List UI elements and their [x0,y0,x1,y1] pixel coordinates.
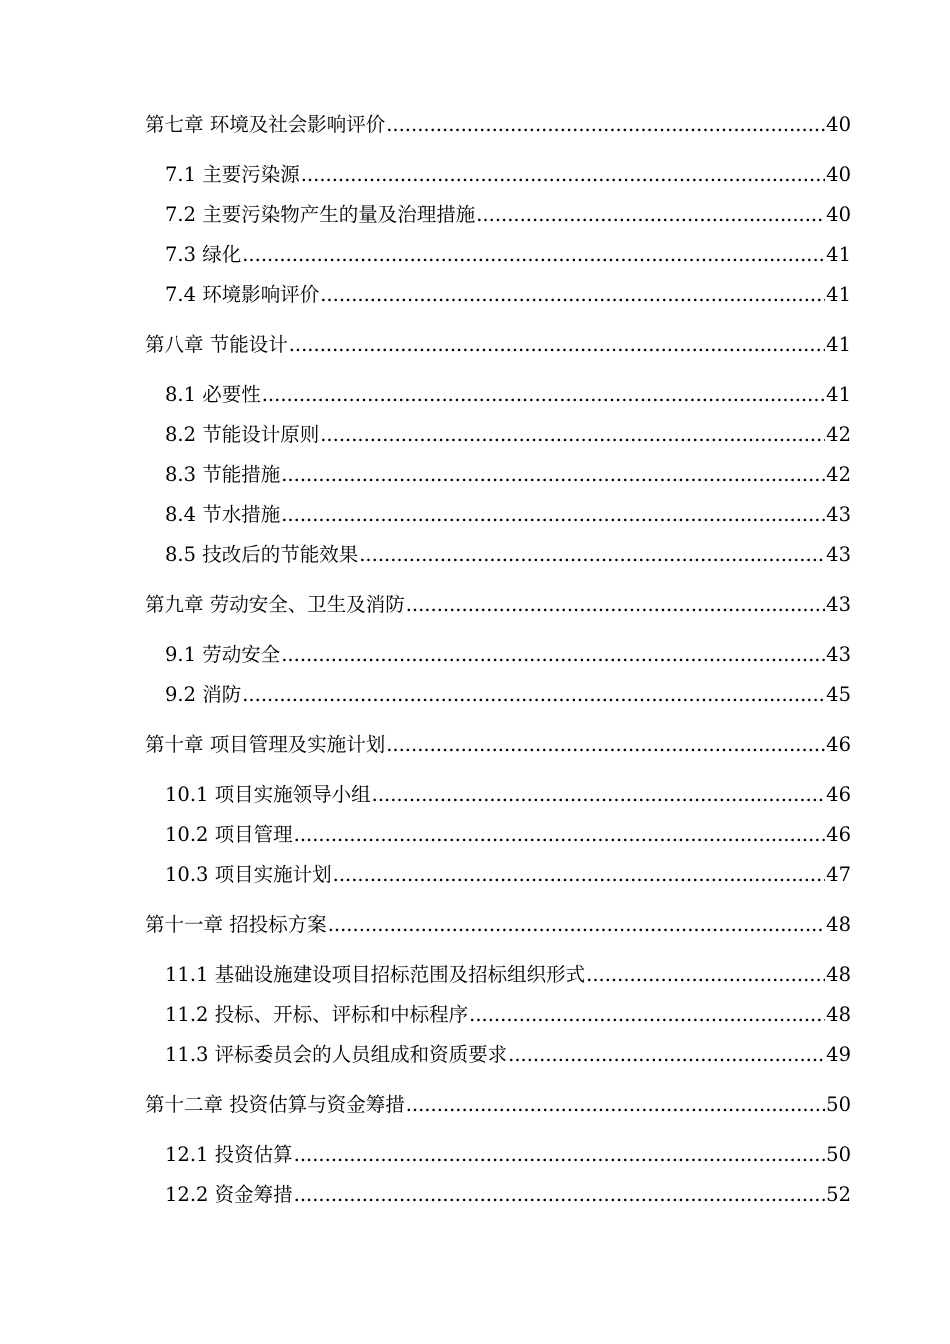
toc-dot-leader [294,822,826,848]
toc-page-number: 40 [826,113,851,136]
toc-entry-title: 第十一章 招投标方案 [145,913,327,936]
toc-section-entry[interactable] [145,1002,851,1028]
toc-dot-leader [262,382,825,408]
toc-chapter-entry[interactable] [145,1092,851,1118]
toc-page-number: 48 [826,1003,851,1026]
toc-section-entry[interactable] [145,1142,851,1168]
toc-dot-leader [320,282,825,308]
toc-entry-title: 11.1 基础设施建设项目招标范围及招标组织形式 [165,963,586,986]
toc-section-entry[interactable] [145,962,851,988]
toc-page-number: 43 [826,643,851,666]
toc-dot-leader [469,1002,825,1028]
toc-section-entry[interactable] [145,242,851,268]
toc-page-number: 45 [826,683,851,706]
toc-page-number: 41 [826,283,851,306]
toc-page-number: 49 [826,1043,851,1066]
toc-dot-leader [294,1142,826,1168]
toc-entry-title: 第七章 环境及社会影响评价 [145,113,386,136]
toc-page-number: 43 [826,593,851,616]
toc-entry-title: 9.2 消防 [165,683,242,706]
toc-dot-leader [281,642,825,668]
toc-entry-title: 9.1 劳动安全 [165,643,281,666]
toc-entry-title: 7.2 主要污染物产生的量及治理措施 [165,203,476,226]
toc-entry-title: 10.2 项目管理 [165,823,293,846]
toc-entry-title: 11.3 评标委员会的人员组成和资质要求 [165,1043,508,1066]
toc-entry-title: 第十二章 投资估算与资金筹措 [145,1093,405,1116]
toc-dot-leader [508,1042,825,1068]
toc-section-entry[interactable] [145,162,851,188]
toc-dot-leader [289,332,825,358]
toc-entry-title: 7.1 主要污染源 [165,163,300,186]
toc-section-entry[interactable] [145,282,851,308]
toc-section-entry[interactable] [145,462,851,488]
toc-page-number: 40 [826,203,851,226]
toc-entry-title: 8.5 技改后的节能效果 [165,543,359,566]
toc-section-entry[interactable] [145,502,851,528]
toc-page-number: 48 [826,913,851,936]
toc-dot-leader [406,592,825,618]
toc-entry-title: 8.2 节能设计原则 [165,423,320,446]
toc-page-number: 50 [826,1093,851,1116]
toc-entry-title: 第九章 劳动安全、卫生及消防 [145,593,405,616]
toc-dot-leader [242,682,825,708]
toc-chapter-entry[interactable] [145,112,851,138]
toc-page-number: 46 [826,823,851,846]
toc-section-entry[interactable] [145,682,851,708]
toc-page-number: 42 [826,423,851,446]
toc-page-number: 42 [826,463,851,486]
toc-chapter-entry[interactable] [145,912,851,938]
toc-section-entry[interactable] [145,782,851,808]
toc-dot-leader [406,1092,825,1118]
toc-page-number: 52 [826,1183,851,1206]
toc-page-number: 41 [826,333,851,356]
toc-entry-title: 11.2 投标、开标、评标和中标程序 [165,1003,469,1026]
toc-dot-leader [586,962,825,988]
toc-page-number: 47 [826,863,851,886]
toc-entry-title: 8.4 节水措施 [165,503,281,526]
toc-entry-title: 8.1 必要性 [165,383,261,406]
toc-section-entry[interactable] [145,1182,851,1208]
toc-entry-title: 12.2 资金筹措 [165,1183,293,1206]
toc-page-number: 48 [826,963,851,986]
toc-page-number: 46 [826,733,851,756]
toc-dot-leader [476,202,825,228]
toc-page-number: 41 [826,383,851,406]
toc-section-entry[interactable] [145,202,851,228]
toc-dot-leader [333,862,826,888]
toc-dot-leader [386,732,825,758]
toc-dot-leader [320,422,825,448]
toc-section-entry[interactable] [145,822,851,848]
toc-dot-leader [372,782,826,808]
toc-page-number: 43 [826,543,851,566]
toc-dot-leader [281,502,825,528]
toc-section-entry[interactable] [145,542,851,568]
toc-section-entry[interactable] [145,382,851,408]
toc-dot-leader [359,542,825,568]
toc-entry-title: 8.3 节能措施 [165,463,281,486]
toc-page-number: 41 [826,243,851,266]
toc-dot-leader [242,242,825,268]
toc-section-entry[interactable] [145,862,851,888]
toc-chapter-entry[interactable] [145,332,851,358]
toc-entry-title: 12.1 投资估算 [165,1143,293,1166]
toc-entry-title: 7.4 环境影响评价 [165,283,320,306]
toc-page-number: 40 [826,163,851,186]
table-of-contents [145,112,851,1208]
toc-entry-title: 第八章 节能设计 [145,333,288,356]
toc-dot-leader [328,912,825,938]
toc-section-entry[interactable] [145,422,851,448]
toc-page-number: 46 [826,783,851,806]
toc-dot-leader [386,112,825,138]
toc-section-entry[interactable] [145,1042,851,1068]
toc-chapter-entry[interactable] [145,592,851,618]
toc-section-entry[interactable] [145,642,851,668]
toc-entry-title: 第十章 项目管理及实施计划 [145,733,386,756]
toc-entry-title: 10.1 项目实施领导小组 [165,783,371,806]
toc-chapter-entry[interactable] [145,732,851,758]
toc-page-number: 50 [826,1143,851,1166]
toc-dot-leader [294,1182,826,1208]
toc-dot-leader [301,162,825,188]
toc-page-number: 43 [826,503,851,526]
toc-dot-leader [281,462,825,488]
toc-entry-title: 10.3 项目实施计划 [165,863,332,886]
toc-entry-title: 7.3 绿化 [165,243,242,266]
